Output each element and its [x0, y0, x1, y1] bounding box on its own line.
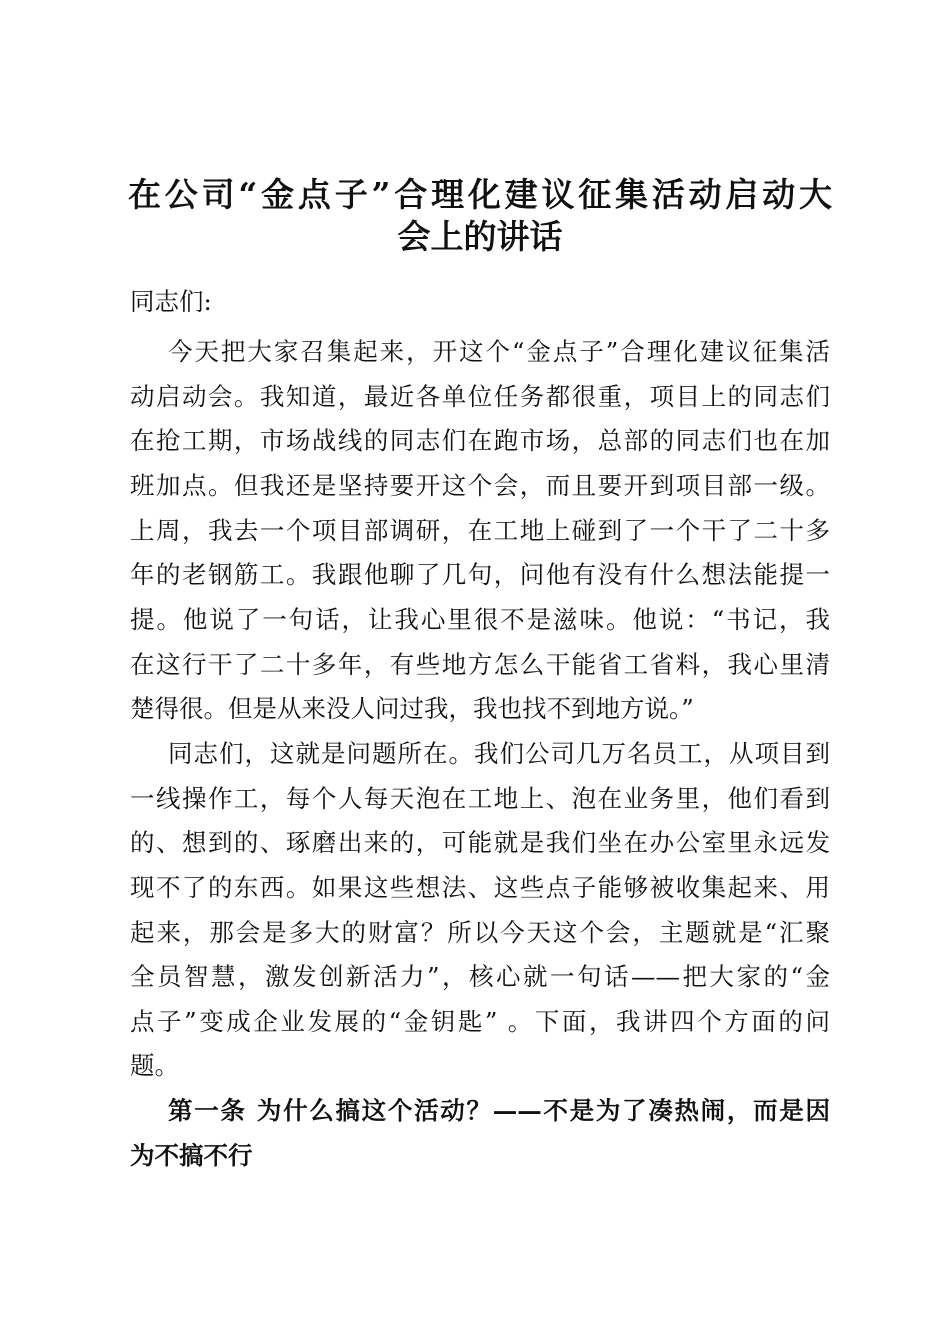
- text-line: 点子”变成企业发展的“金钥匙” 。下面，我讲四个方面的问: [130, 1007, 830, 1036]
- text-line: 一线操作工，每个人每天泡在工地上、泡在业务里，他们看到: [130, 784, 830, 813]
- text-line: 现不了的东西。如果这些想法、这些点子能够被收集起来、用: [130, 873, 830, 902]
- text-line: 提。他说了一句话，让我心里很不是滋味。他说：“书记，我: [130, 605, 830, 634]
- heading-line: 第一条 为什么搞这个活动？——不是为了凑热闹，而是因: [168, 1096, 830, 1125]
- text-line: 今天把大家召集起来，开这个“金点子”合理化建议征集活: [168, 337, 830, 366]
- text-line: 班加点。但我还是坚持要开这个会，而且要开到项目部一级。: [130, 471, 830, 500]
- text-line: 动启动会。我知道，最近各单位任务都很重，项目上的同志们: [130, 382, 830, 411]
- text-line: 在这行干了二十多年，有些地方怎么干能省工省料，我心里清: [130, 650, 830, 679]
- heading-line: 为不搞不行: [130, 1141, 253, 1170]
- text-line: 楚得很。但是从来没人问过我，我也找不到地方说。”: [130, 694, 694, 723]
- salutation: 同志们:: [130, 287, 212, 316]
- text-line: 题。: [130, 1051, 179, 1080]
- text-line: 起来，那会是多大的财富？所以今天这个会，主题就是“汇聚: [130, 918, 830, 947]
- text-line: 同志们，这就是问题所在。我们公司几万名员工，从项目到: [168, 739, 830, 768]
- text-line: 在抢工期，市场战线的同志们在跑市场，总部的同志们也在加: [130, 426, 830, 455]
- title-line-1: 在公司“金点子”合理化建议征集活动启动大: [128, 175, 832, 214]
- text-line: 年的老钢筋工。我跟他聊了几句，问他有没有什么想法能提一: [130, 560, 830, 589]
- text-line: 上周，我去一个项目部调研，在工地上碰到了一个干了二十多: [130, 516, 830, 545]
- text-line: 的、想到的、琢磨出来的，可能就是我们坐在办公室里永远发: [130, 828, 830, 857]
- text-line: 全员智慧，激发创新活力”，核心就一句话——把大家的“金: [130, 962, 830, 991]
- title-line-2: 会上的讲话: [397, 217, 563, 256]
